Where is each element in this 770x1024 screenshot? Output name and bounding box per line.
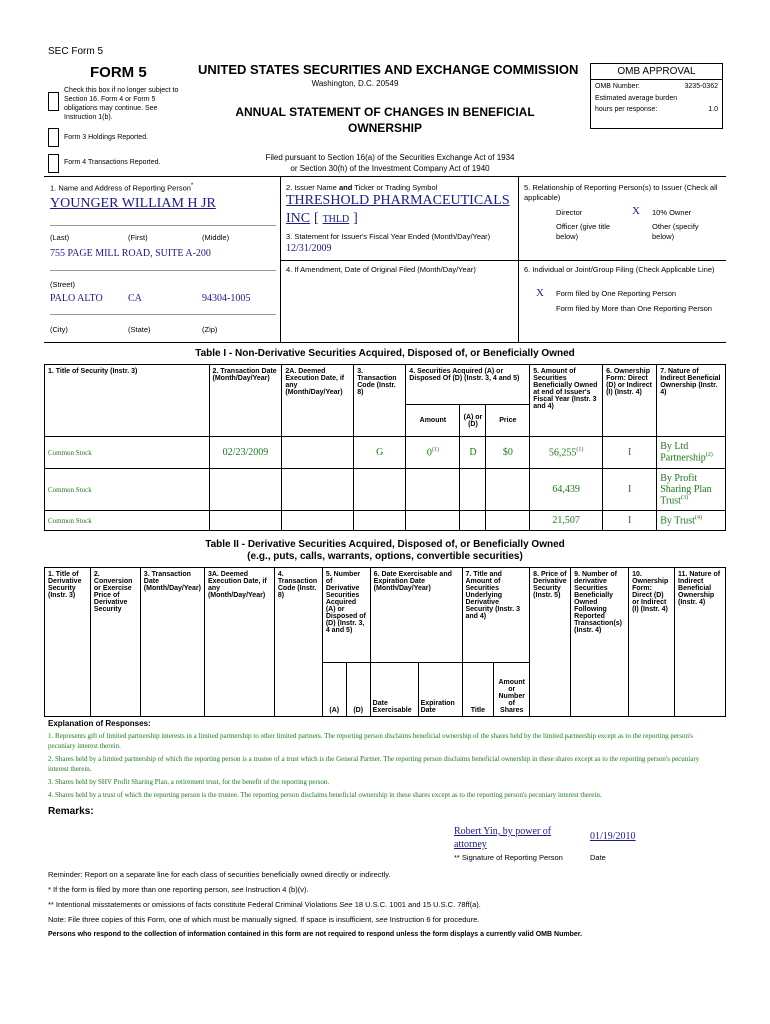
t1-r0-code: G [354,437,406,469]
t2-h11: 11. Nature of Indirect Beneficial Ownership (Instr. 4) [675,568,726,717]
omb-hours: 1.0 [708,106,718,113]
filed-line2: or Section 30(h) of the Investment Company Act of 1940 [290,164,490,173]
footer-multiple-persons: * If the form is filed by more than one reporting person, see Instruction 4 (b)(v). [48,885,309,894]
t2-h7: 7. Title and Amount of Securities Underlying Derivative Security (Instr. 3 and 4) [462,568,530,663]
remarks-label: Remarks: [48,806,94,817]
footer-reminder: Reminder: Report on a separate line for each class of securities beneficially owned directly or indirectly. [48,870,391,879]
city-value: PALO ALTO [50,293,103,304]
t1-h4-amount: Amount [406,405,460,437]
filed-line1: Filed pursuant to Section 16(a) of the Securities Exchange Act of 1934 [265,153,515,162]
reporting-person-name[interactable]: YOUNGER WILLIAM H JR [50,196,216,211]
t1-h6: 6. Ownership Form: Direct (D) or Indirect (I) (Instr. 4) [603,365,657,437]
table-row [45,469,726,511]
t1-h3: 3. Transaction Code (Instr. 8) [354,365,406,437]
omb-approval-box [590,63,723,129]
zip-value: 94304-1005 [202,293,251,304]
form-title-line2: OWNERSHIP [347,121,422,135]
t1-h2a: 2A. Deemed Execution Date, if any (Month/Day/Year) [282,365,354,437]
box2-label: 2. Issuer Name and Ticker or Trading Symbol [286,183,438,192]
omb-burden-label: Estimated average burden [595,95,678,102]
state-label: (State) [128,325,151,334]
footer-misstatements: ** Intentional misstatements or omissions of facts constitute Federal Criminal Violations See 18 U.S.C. 1001 and 15 U.S.C. 78ff(a). [48,900,481,909]
t1-r1-nature: By Profit Sharing Plan Trust$^{(3)}$ [657,469,726,511]
t1-h4: 4. Securities Acquired (A) or Disposed Of (D) (Instr. 3, 4 and 5) [406,365,530,405]
t1-r0-owned: 56,255$^{(1)}$ [530,437,603,469]
city-label: (City) [50,325,68,334]
t1-h1: 1. Title of Security (Instr. 3) [45,365,210,437]
t1-r0-nature: By Ltd Partnership$^{(2)}$ [657,437,726,469]
one-person-check[interactable]: X [536,287,544,299]
t2-h3: 3. Transaction Date (Month/Day/Year) [140,568,204,717]
footnote-4: 4. Shares held by a trust of which the reporting person is the trustee. The reporting person disclaims beneficial ownership in these shares except as to the reporting person's pecuniary interest therein. [48,791,602,799]
signature-date: 01/19/2010 [590,831,636,842]
table-row [45,511,726,531]
t1-h7: 7. Nature of Indirect Beneficial Ownership (Instr. 4) [657,365,726,437]
ticker-symbol[interactable]: THLD [322,214,350,225]
date-label: Date [590,853,606,862]
t1-h4-price: Price [486,405,530,437]
signature-label: ** Signature of Reporting Person [454,853,563,862]
t1-r0-date: 02/23/2009 [209,437,282,469]
table1 [44,364,726,531]
street-address: 755 PAGE MILL ROAD, SUITE A-200 [50,248,211,259]
last-label: (Last) [50,233,70,242]
t1-r2-title: Common Stock [45,511,210,531]
t2-h5: 5. Number of Derivative Securities Acquired (A) or Disposed of (D) (Instr. 3, 4 and 5) [322,568,370,663]
filed-pursuant [240,152,540,174]
issuer-name: THRESHOLD PHARMACEUTICALS INC [ THLD ] [286,193,510,226]
form3-checkbox[interactable] [48,128,59,147]
t2-h1: 1. Title of Derivative Security (Instr. 3) [45,568,91,717]
t2-h9: 9. Number of derivative Securities Beneficially Owned Following Reported Transaction(s) (Instr. 4) [571,568,629,717]
omb-hours-label: hours per response: [595,106,658,113]
t1-r2-nature: By Trust$^{(4)}$ [657,511,726,531]
more-persons-label: Form filed by More than One Reporting Person [556,304,712,313]
table-row [45,437,726,469]
no-longer-subject-checkbox[interactable] [48,92,59,111]
box1-label: 1. Name and Address of Reporting Person* [50,183,194,193]
omb-title: OMB APPROVAL [591,64,722,80]
t2-sub-title: Title [462,663,494,717]
form-number: FORM 5 [90,64,147,81]
t2-h8: 8. Price of Derivative Security (Instr. 5) [530,568,571,717]
ten-percent-owner-label: 10% Owner [652,208,692,217]
footer-omb-notice: Persons who respond to the collection of information contained in this form are not required to respond unless the form displays a currently valid OMB Number. [48,931,583,938]
signature-name: Robert Yin, by power of attorney [454,826,552,850]
no-longer-subject-label: Check this box if no longer subject to Section 16. Form 4 or Form 5 obligations may continue. See Instruction 1(b). [64,87,179,121]
state-value: CA [128,293,142,304]
t1-r0-price: $0 [486,437,530,469]
footnote-1: 1. Represents gift of limited partnership interests in a limited partnership to other limited partners. The reporting person disclaims beneficial ownership of the shares held by the limited partnership except as to the reporting person's pecuniary interest therein. [48,732,693,750]
omb-number: 3235-0362 [684,83,718,90]
footer-notes [48,867,728,942]
sec-form-label: SEC Form 5 [48,46,104,57]
other-label: Other (specify below) [652,222,699,241]
t1-r2-owned: 21,507 [530,511,603,531]
form-title [210,104,560,136]
director-check[interactable]: X [632,205,640,217]
t2-sub-amount: Amount or Number of Shares [494,663,530,717]
officer-label: Officer (give title below) [556,222,611,241]
t1-r1-form: I [603,469,657,511]
t2-h6: 6. Date Exercisable and Expiration Date (Month/Day/Year) [370,568,462,663]
form4-checkbox[interactable] [48,154,59,173]
box3-label: 3. Statement for Issuer's Fiscal Year Ended (Month/Day/Year) [286,232,491,241]
t1-r2-form: I [603,511,657,531]
table1-title: Table I - Non-Derivative Securities Acquired, Disposed of, or Beneficially Owned [195,348,575,359]
middle-label: (Middle) [202,233,230,242]
commission-city: Washington, D.C. 20549 [311,79,399,88]
t1-h4-ad: (A) or (D) [460,405,486,437]
t2-sub-a: (A) [322,663,346,717]
zip-label: (Zip) [202,325,218,334]
first-label: (First) [128,233,148,242]
fiscal-year-end: 12/31/2009 [286,243,332,254]
t1-r0-form: I [603,437,657,469]
form4-label: Form 4 Transactions Reported. [64,159,161,166]
footer-copies-note: Note: File three copies of this Form, one of which must be manually signed. If space is insufficient, see Instruction 6 for procedure. [48,915,480,924]
t2-sub-date-exercisable: Date Exercisable [370,663,418,717]
omb-number-label: OMB Number: [595,83,640,90]
t2-h2: 2. Conversion or Exercise Price of Derivative Security [90,568,140,717]
one-person-label: Form filed by One Reporting Person [556,289,677,298]
table2-title-line2: (e.g., puts, calls, warrants, options, convertible securities) [247,551,523,562]
table2 [44,567,726,717]
commission-title: UNITED STATES SECURITIES AND EXCHANGE COMMISSION [198,62,579,77]
box4-label: 4. If Amendment, Date of Original Filed (Month/Day/Year) [286,265,476,274]
table2-title-line1: Table II - Derivative Securities Acquired, Disposed of, or Beneficially Owned [205,539,565,550]
t1-h5: 5. Amount of Securities Beneficially Owned at end of Issuer's Fiscal Year (Instr. 3 and 4) [530,365,603,437]
t2-sub-d: (D) [346,663,370,717]
footnote-3: 3. Shares held by SHV Profit Sharing Plan, a retirement trust, for the benefit of the reporting person. [48,778,330,786]
t1-r1-title: Common Stock [45,469,210,511]
explanation-list [48,731,720,800]
t1-r0-title: Common Stock [45,437,210,469]
form3-label: Form 3 Holdings Reported. [64,134,149,141]
director-label: Director [556,208,583,217]
explanation-label: Explanation of Responses: [48,719,151,728]
issuer-name-line1[interactable]: THRESHOLD PHARMACEUTICALS [286,193,510,208]
t2-h3a: 3A. Deemed Execution Date, if any (Month/Day/Year) [204,568,274,717]
footnote-2: 2. Shares held by a limited partnership of which the reporting person is a trustee of a trust which is the General Partner. The reporting person disclaims beneficial ownership in these shares except as to the reporting person's pecuniary interest therein. [48,755,700,773]
t1-r1-owned: 64,439 [530,469,603,511]
form-title-line1: ANNUAL STATEMENT OF CHANGES IN BENEFICIAL [235,105,535,119]
t1-r0-amount: 0$^{(1)}$ [406,437,460,469]
box5-label: 5. Relationship of Reporting Person(s) to Issuer (Check all applicable) [524,183,718,202]
t2-h4: 4. Transaction Code (Instr. 8) [274,568,322,717]
t2-sub-expiration: Expiration Date [418,663,462,717]
t1-h2: 2. Transaction Date (Month/Day/Year) [209,365,282,437]
issuer-name-line2[interactable]: INC [286,211,311,226]
table2-title [44,539,726,563]
t2-h10: 10. Ownership Form: Direct (D) or Indirect (I) (Instr. 4) [629,568,675,717]
box6-label: 6. Individual or Joint/Group Filing (Check Applicable Line) [524,265,715,274]
t1-r0-ad: D [460,437,486,469]
street-label: (Street) [50,280,76,289]
